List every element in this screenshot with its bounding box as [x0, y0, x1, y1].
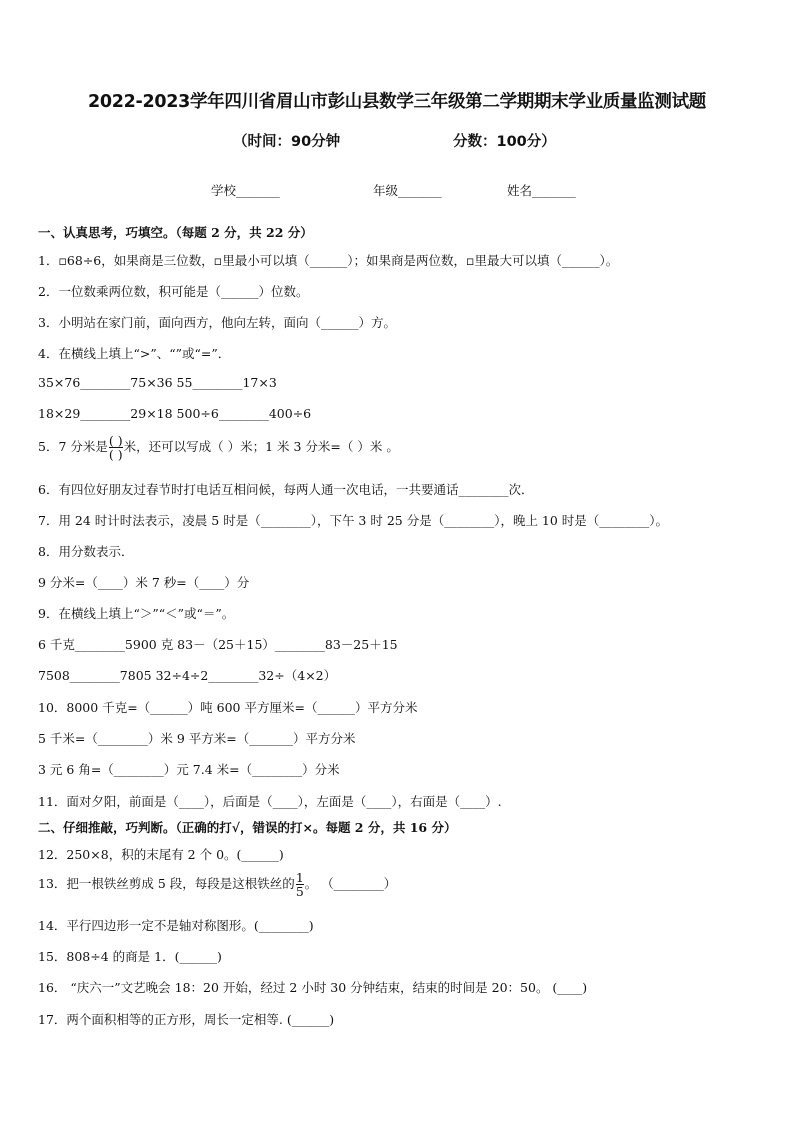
question-6: 6．有四位好朋友过春节时打电话互相问候，每两人通一次电话，一共要通话________次． [38, 482, 534, 497]
question-4: 4．在横线上填上“>”、“”或“=”． [38, 346, 231, 361]
question-11: 11．面对夕阳，前面是（____），后面是（____），左面是（____），右面是（____）. [38, 794, 502, 809]
grade-field[interactable]: 年级_______ [373, 183, 442, 198]
question-10-row-a: 5 千米=（________）米 9 平方米=（_______）平方分米 [38, 731, 356, 746]
fraction-numerator: ( ) [108, 433, 123, 448]
question-12: 12．250×8，积的末尾有 2 个 0。(______) [38, 847, 284, 862]
fraction-denominator: ( ) [108, 447, 123, 463]
question-4-row-a: 35×76________75×36 55________17×3 [38, 375, 277, 390]
section-heading-1: 一、认真思考，巧填空。（每题 2 分，共 22 分） [38, 225, 313, 240]
page-title: 2022-2023学年四川省眉山市彭山县数学三年级第二学期期末学业质量监测试题 [88, 92, 706, 112]
question-16: 16． “庆六一”文艺晚会 18：20 开始，经过 2 小时 30 分钟结束，结束的时间是 20：50。 (____) [38, 980, 588, 995]
question-5-prefix: 5．7 分米是 [38, 439, 108, 455]
question-10-row-b: 3 元 6 角=（________）元 7.4 米=（________）分米 [38, 762, 340, 777]
question-8: 8．用分数表示． [38, 544, 134, 559]
exam-time: （时间：90分钟 [233, 134, 341, 150]
question-10: 10．8000 千克=（______）吨 600 平方厘米=（______）平方分米 [38, 700, 418, 715]
question-13-prefix: 13．把一根铁丝剪成 5 段，每段是这根铁丝的 [38, 876, 295, 892]
fraction-one-fifth [296, 871, 304, 898]
question-13 [38, 871, 396, 898]
question-7: 7．用 24 时计时法表示，凌晨 5 时是（________），下午 3 时 25 分是（________），晚上 10 时是（________）。 [38, 513, 669, 528]
question-8-row-a: 9 分米=（____）米 7 秒=（____）分 [38, 575, 250, 590]
fraction-numerator: 1 [295, 870, 304, 885]
school-field[interactable]: 学校_______ [211, 183, 280, 198]
question-15: 15．808÷4 的商是 1．(______) [38, 949, 222, 964]
section-heading-2: 二、仔细推敲，巧判断。（正确的打√，错误的打×。每题 2 分，共 16 分） [38, 820, 457, 835]
exam-score: 分数：100分） [453, 134, 556, 150]
fraction-denominator: 5 [295, 884, 304, 900]
question-9-row-b: 7508________7805 32÷4÷2________32÷（4×2） [38, 668, 337, 683]
question-5 [38, 434, 399, 461]
question-1: 1．▫68÷6，如果商是三位数，▫里最小可以填（______）；如果商是两位数，▫里最大可以填（______）。 [38, 253, 619, 268]
question-13-suffix: 。 （________） [304, 876, 397, 892]
question-17: 17．两个面积相等的正方形，周长一定相等. (______) [38, 1012, 335, 1027]
question-4-row-b: 18×29________29×18 500÷6________400÷6 [38, 406, 312, 421]
question-9: 9．在横线上填上“＞”“＜”或“＝”。 [38, 606, 235, 621]
question-3: 3．小明站在家门前，面向西方，他向左转，面向（______）方。 [38, 315, 396, 330]
name-field[interactable]: 姓名_______ [507, 183, 576, 198]
question-2: 2．一位数乘两位数，积可能是（______）位数。 [38, 284, 309, 299]
question-5-suffix: 米，还可以写成（ ）米；1 米 3 分米=（ ）米 。 [123, 439, 399, 455]
question-9-row-a: 6 千克________5900 克 83－（25＋15）________83－25＋15 [38, 637, 398, 652]
fraction-blank [109, 434, 123, 461]
question-14: 14．平行四边形一定不是轴对称图形。(________) [38, 918, 314, 933]
